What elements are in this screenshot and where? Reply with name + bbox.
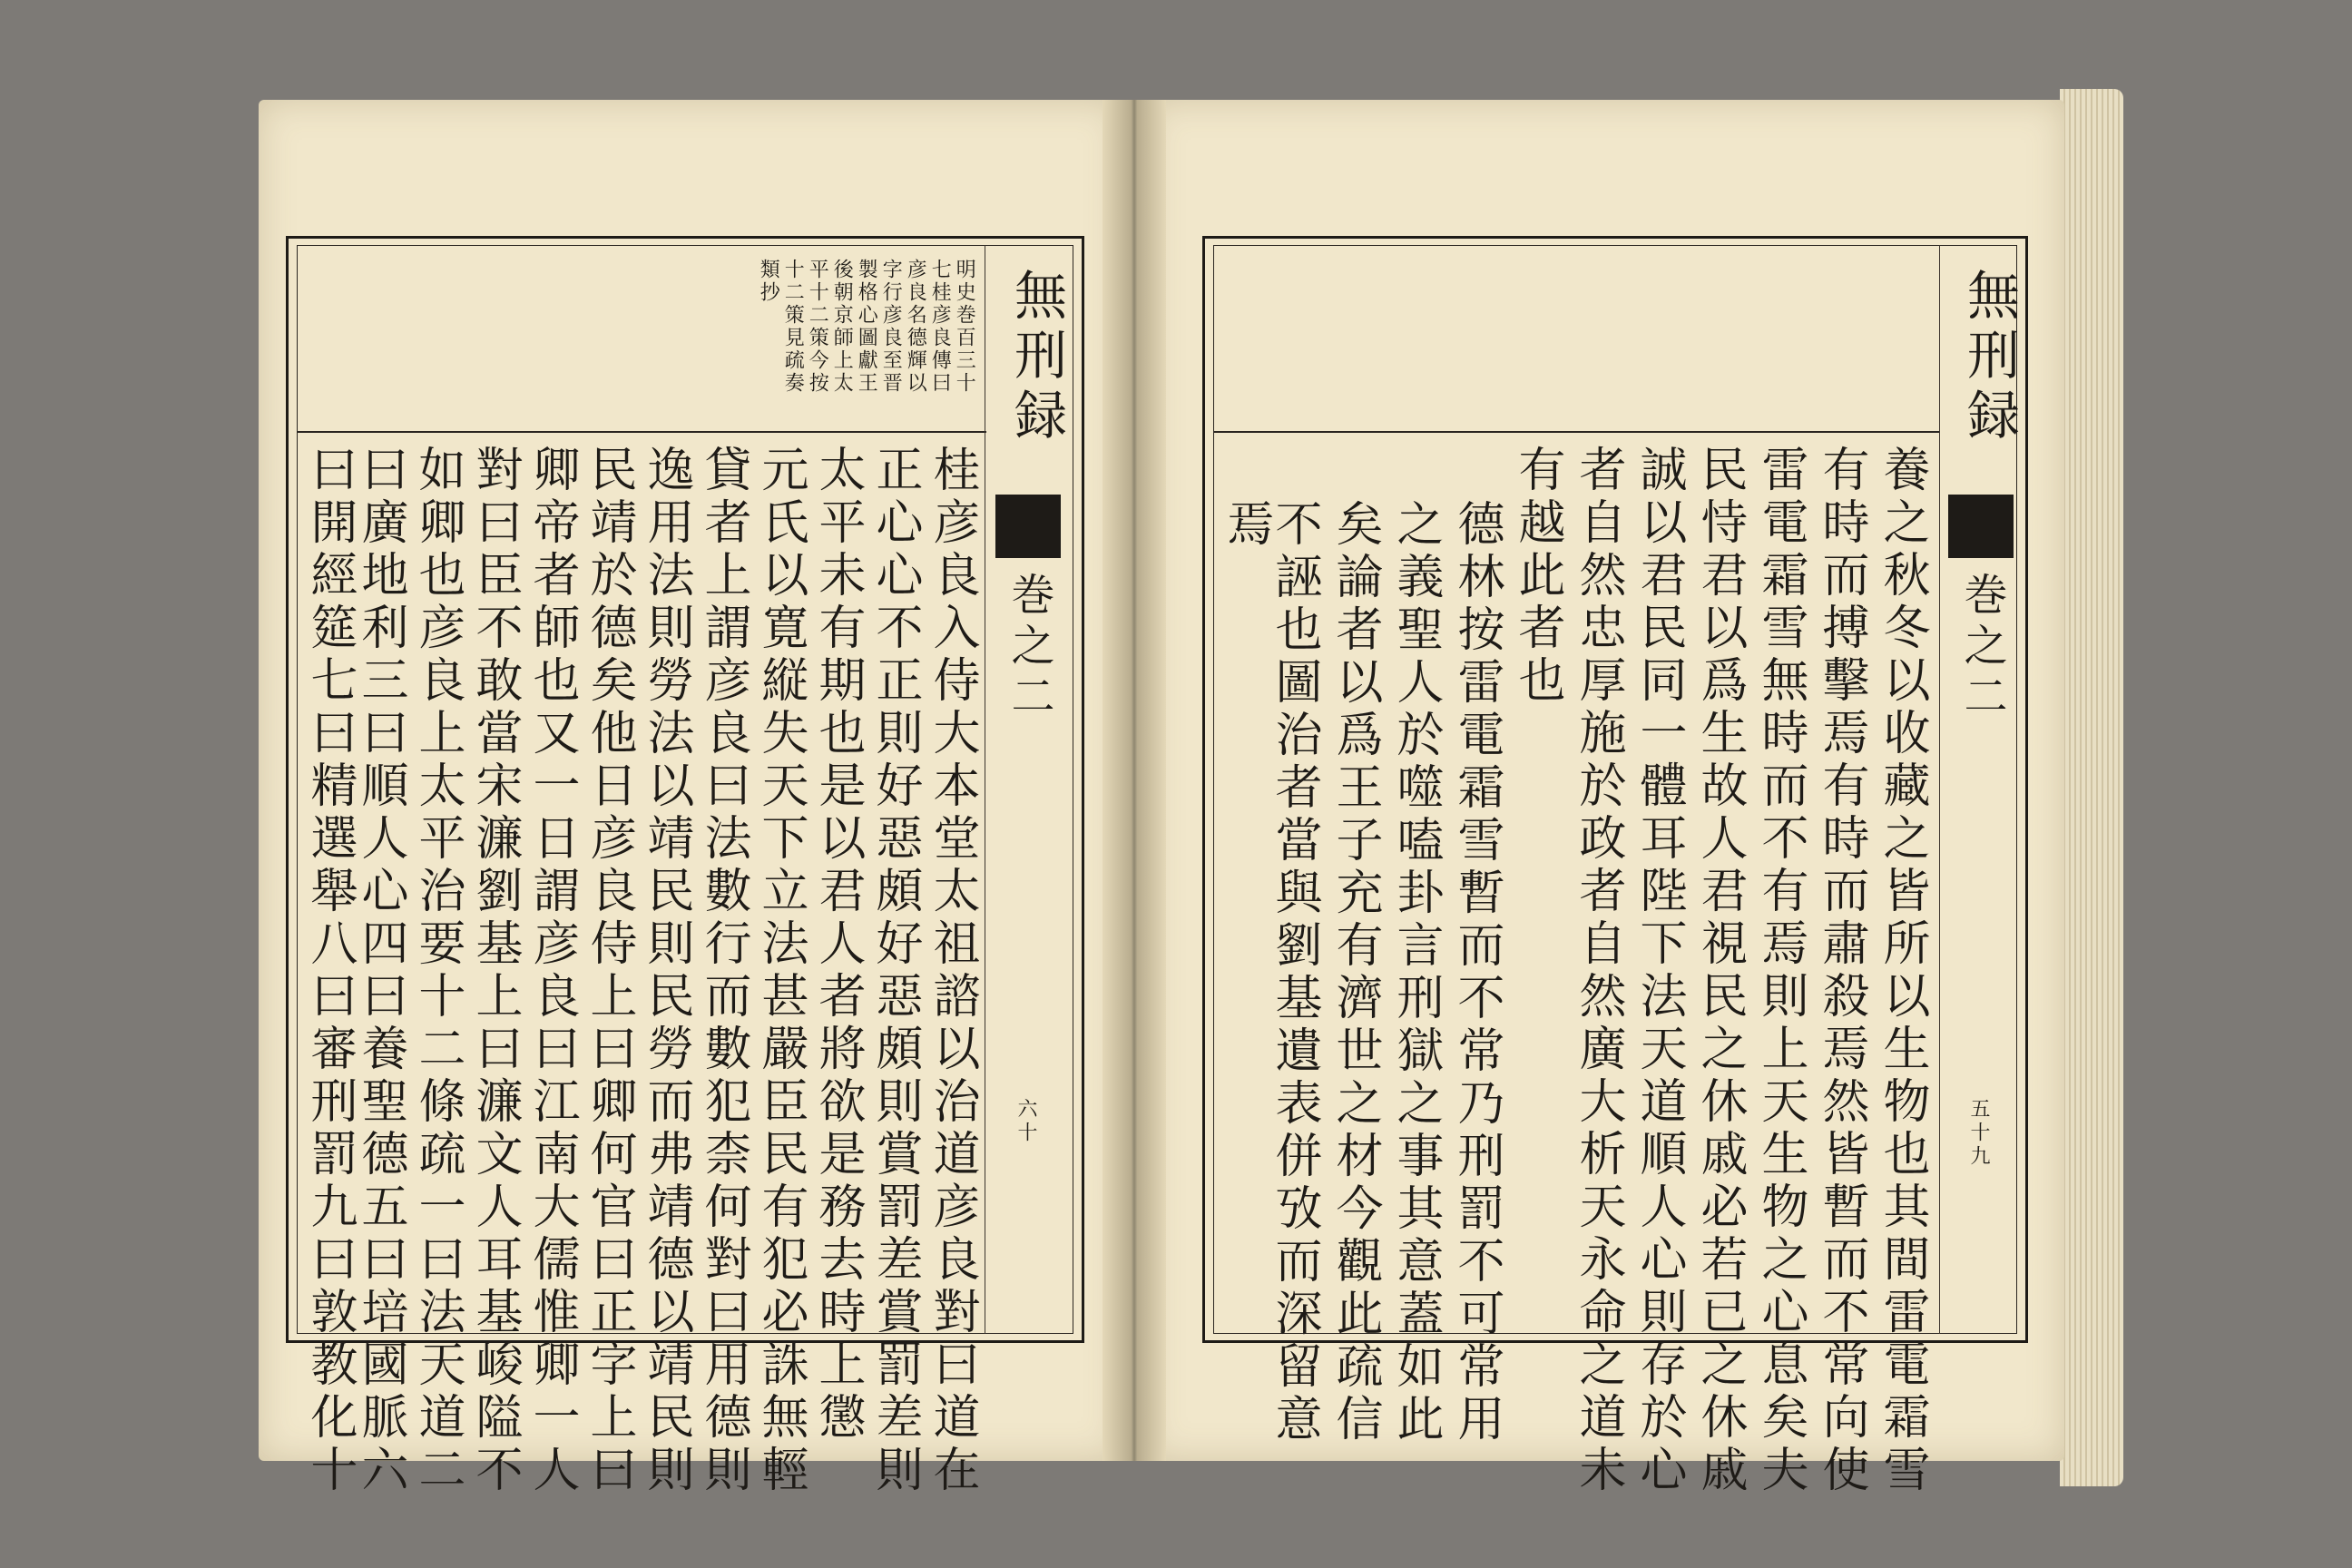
right-spine-title: 無刑録 (1958, 268, 2020, 447)
text-column: 元氏以寛縦失天下立法甚嚴臣民有犯必誅無輕 (753, 445, 808, 1497)
headnote-line: 製格心圖獻王 (855, 259, 878, 395)
commentary-column: 之義聖人於噬嗑卦言刑獄之事其意蓋如此 (1388, 499, 1443, 1446)
text-column: 曰開經筵七曰精選舉八曰審刑罰九曰敦教化十 (302, 445, 357, 1497)
text-column: 逸用法則勞法以靖民則民勞而弗靖德以靖民則 (639, 445, 693, 1497)
commentary-column: 矣論者以爲王子充有濟世之材今觀此疏信 (1328, 499, 1382, 1446)
text-column: 民靖於德矣他日彦良侍上曰卿何官曰正字上曰 (582, 445, 636, 1497)
left-volume-label: 巻之二 (1004, 572, 1054, 724)
text-column: 桂彦良入侍大本堂太祖諮以治道彦良對曰道在 (925, 445, 979, 1497)
text-column: 雷電霜雪無時而不有焉則上天生物之心息矣夫 (1753, 445, 1808, 1497)
right-header-rule (1213, 431, 1939, 433)
headnote-line: 字行彦良至晋 (879, 259, 903, 395)
page-edges (2060, 89, 2123, 1486)
headnote-line: 彦良名德輝以 (904, 259, 927, 395)
open-book (259, 100, 2128, 1497)
text-column: 太平未有期也是以君人者將欲是務去時上懲 (810, 445, 865, 1445)
right-hanxin-rule (1939, 245, 1940, 1334)
text-column: 者自然忠厚施於政者自然廣大析天永命之道未 (1571, 445, 1625, 1497)
left-fishtail-mark (995, 495, 1061, 558)
text-column: 如卿也彦良上太平治要十二條疏一曰法天道二 (410, 445, 465, 1497)
headnote-line: 明史巻百三十 (953, 259, 976, 395)
text-column: 誠以君民同一體耳陛下法天道順人心則存於心 (1632, 445, 1686, 1497)
commentary-column: 不誣也圖治者當與劉基遺表併攷而深留意 (1267, 499, 1321, 1446)
text-column: 卿帝者師也又一日謂彦良曰江南大儒惟卿一人 (524, 445, 579, 1497)
text-column: 正心心不正則好惡頗好惡頗則賞罰差賞罰差則 (867, 445, 922, 1497)
left-spine-title: 無刑録 (1005, 268, 1067, 447)
headnote-line: 類抄 (757, 259, 780, 304)
commentary-column: 德林按雷電霜雪暫而不常乃刑罰不可常用 (1449, 499, 1504, 1446)
left-folio: 六十 (1014, 1098, 1037, 1145)
text-column: 民恃君以爲生故人君視民之休戚必若已之休戚 (1692, 445, 1747, 1497)
book-gutter (1102, 100, 1166, 1461)
headnote-line: 七桂彦良傳曰 (928, 259, 952, 395)
headnote-line: 後朝京師上太 (830, 259, 854, 395)
text-column: 有越此者也 (1510, 445, 1564, 708)
text-column: 養之秋冬以收藏之皆所以生物也其間雷電霜雪 (1875, 445, 1929, 1497)
left-header-rule (297, 431, 986, 433)
headnote-line: 十二策見疏奏 (781, 259, 805, 395)
right-folio: 五十九 (1967, 1098, 1990, 1169)
text-column: 有時而搏擊焉有時而肅殺焉然皆暫而不常向使 (1814, 445, 1868, 1497)
headnote-line: 平十二策今按 (806, 259, 829, 395)
right-fishtail-mark (1948, 495, 2014, 558)
text-column: 貸者上謂彦良曰法數行而數犯柰何對曰用德則 (696, 445, 750, 1497)
right-volume-label: 巻之二 (1956, 572, 2007, 724)
commentary-column: 焉 (1219, 499, 1273, 552)
text-column: 曰廣地利三曰順人心四曰養聖德五曰培國脈六 (353, 445, 407, 1497)
text-column: 對曰臣不敢當宋濂劉基上曰濂文人耳基峻隘不 (467, 445, 522, 1497)
